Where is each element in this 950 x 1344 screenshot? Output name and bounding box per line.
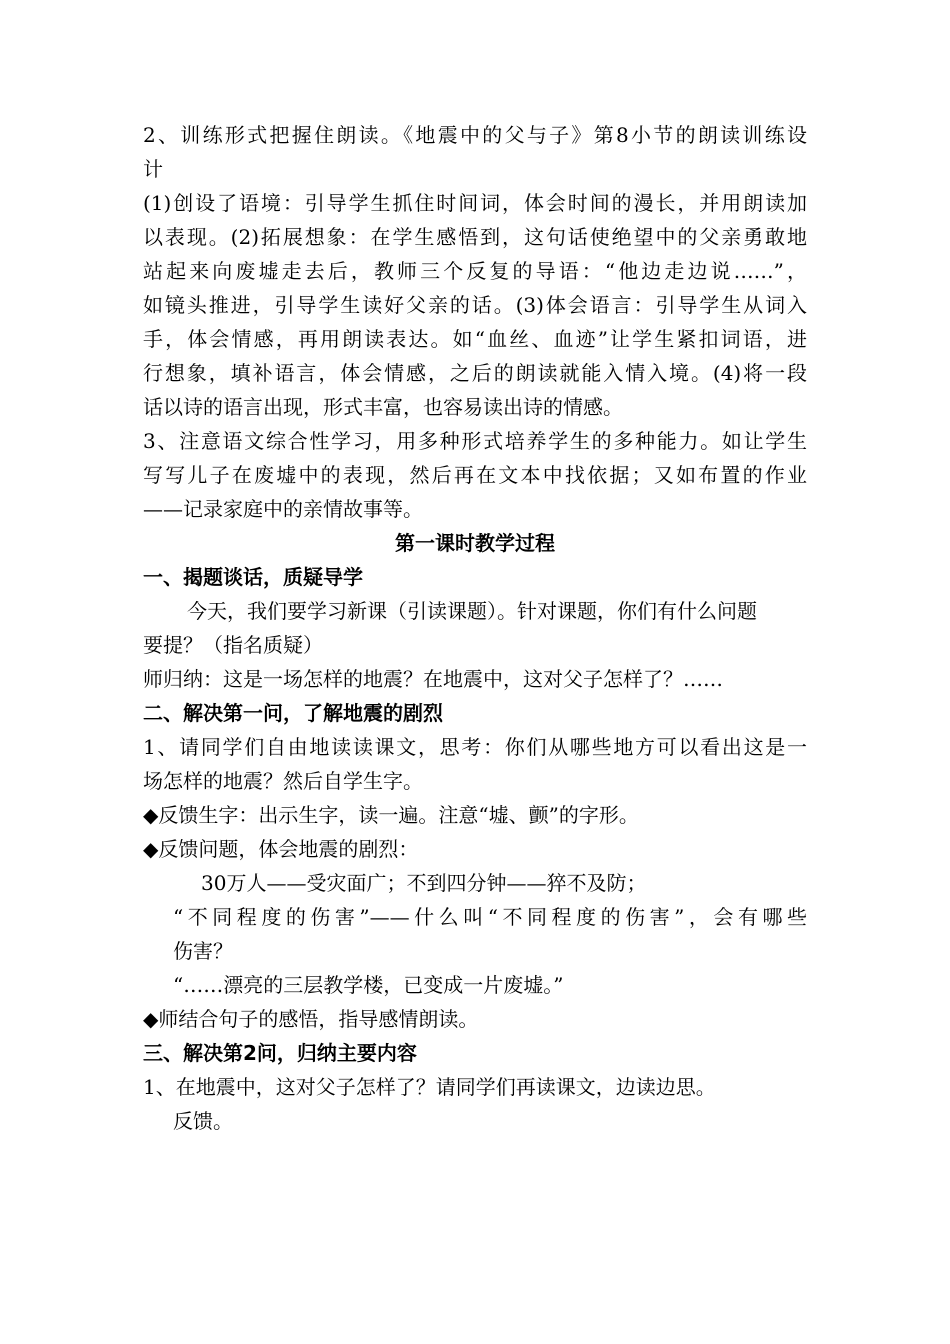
- text-line: 要提？（指名质疑）: [143, 633, 323, 657]
- document-page: [143, 118, 807, 1138]
- text-line: 行想象，填补语言，体会情感，之后的朗读就能入情入境。(4)将一段: [143, 361, 807, 385]
- text-line: 如镜头推进，引导学生读好父亲的话。(3)体会语言：引导学生从词入: [143, 293, 807, 317]
- text-line: 伤害？: [173, 939, 233, 963]
- text-line: 话以诗的语言出现，形式丰富，也容易读出诗的情感。: [143, 395, 623, 419]
- quote-line: “……漂亮的三层教学楼，已变成一片废墟。”: [173, 973, 564, 997]
- text-line: 站起来向废墟走去后，教师三个反复的导语：“他边走边说……”，: [143, 259, 807, 283]
- text-line: 2、训练形式把握住朗读。《地震中的父与子》第8小节的朗读训练设: [143, 123, 807, 147]
- text-line: 场怎样的地震？然后自学生字。: [143, 769, 423, 793]
- text-line: 反馈。: [173, 1109, 233, 1133]
- section-title: 第一课时教学过程: [395, 531, 555, 555]
- text-line: 30万人——受灾面广；不到四分钟——猝不及防；: [201, 871, 647, 895]
- text-line: (1)创设了语境：引导学生抓住时间词，体会时间的漫长，并用朗读加: [143, 191, 807, 215]
- text-line: 写写儿子在废墟中的表现，然后再在文本中找依据；又如布置的作业: [143, 463, 807, 487]
- text-line: 1、请同学们自由地读读课文，思考：你们从哪些地方可以看出这是一: [143, 735, 807, 759]
- text-line: 3、注意语文综合性学习，用多种形式培养学生的多种能力。如让学生: [143, 429, 807, 453]
- bullet-item: ◆反馈生字：出示生字，读一遍。注意“墟、颤”的字形。: [143, 803, 639, 827]
- section-heading: 二、解决第一问，了解地震的剧烈: [143, 701, 443, 725]
- text-line: 手，体会情感，再用朗读表达。如“血丝、血迹”让学生紧扣词语，进: [143, 327, 807, 351]
- section-heading: 三、解决第2问，归纳主要内容: [143, 1041, 417, 1065]
- text-line: 师归纳：这是一场怎样的地震？在地震中，这对父子怎样了？……: [143, 667, 723, 691]
- text-line: 今天，我们要学习新课（引读课题）。针对课题，你们有什么问题: [187, 599, 757, 623]
- text-line: 1、在地震中，这对父子怎样了？请同学们再读课文，边读边思。: [143, 1075, 716, 1099]
- text-line: “不同程度的伤害”——什么叫“不同程度的伤害”，会有哪些: [173, 905, 807, 929]
- text-line: 计: [143, 157, 163, 181]
- text-line: 以表现。(2)拓展想象：在学生感悟到，这句话使绝望中的父亲勇敢地: [143, 225, 807, 249]
- section-heading: 一、揭题谈话，质疑导学: [143, 565, 363, 589]
- bullet-item: ◆反馈问题，体会地震的剧烈：: [143, 837, 419, 861]
- bullet-item: ◆师结合句子的感悟，指导感情朗读。: [143, 1007, 479, 1031]
- text-line: ——记录家庭中的亲情故事等。: [143, 497, 423, 521]
